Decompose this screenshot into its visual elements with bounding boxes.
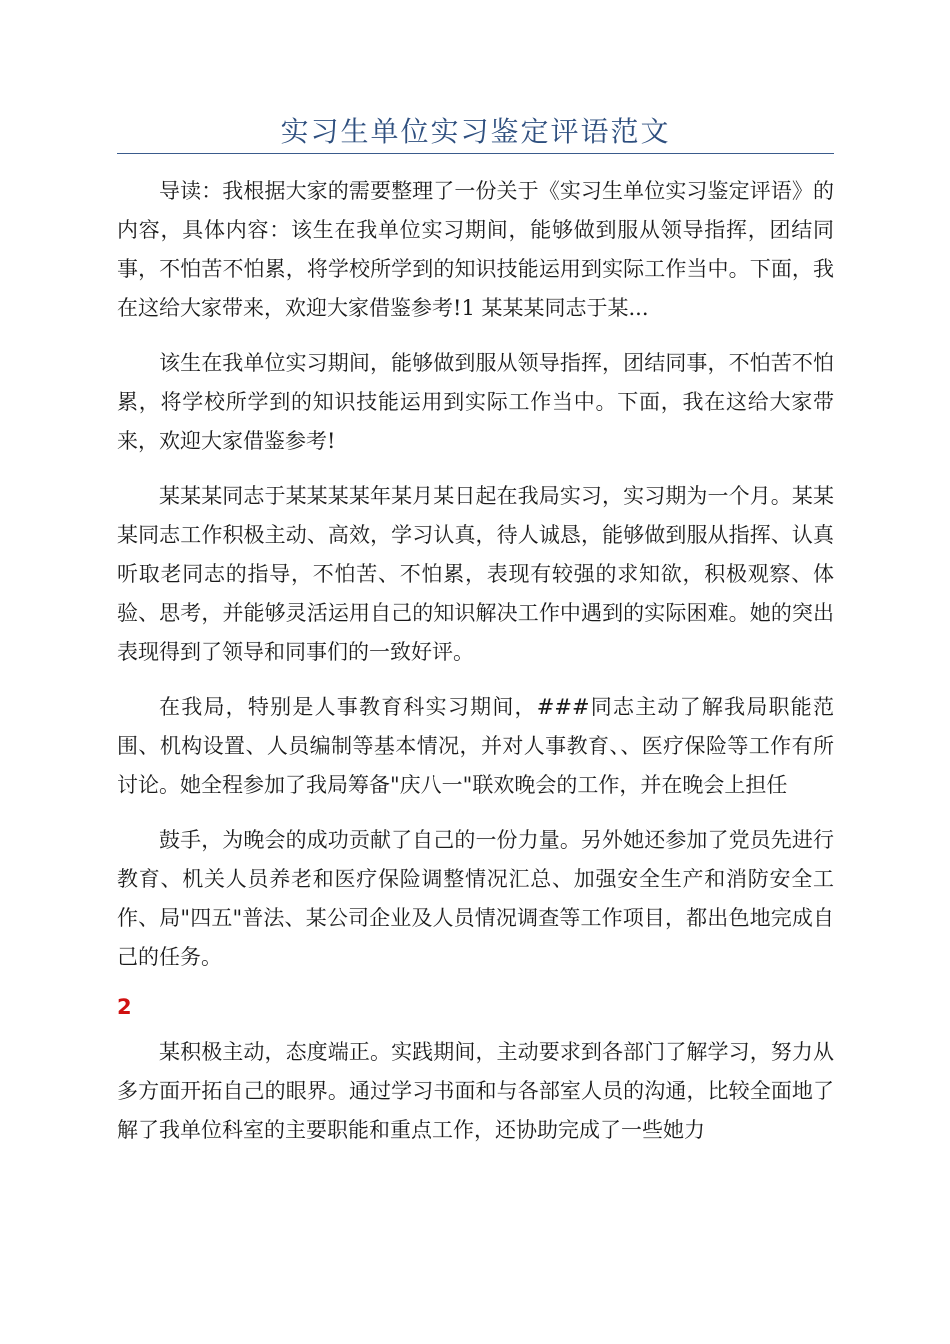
paragraph-contributions: 鼓手，为晚会的成功贡献了自己的一份力量。另外她还参加了党员先进行教育、机关人员养老和医疗保险调整情况汇总、加强安全生产和消防安全工作、局"四五"普法、某公司企业及人员情况调查等工作项目，都出色地完成自己的任务。 <box>117 828 834 969</box>
paragraph-section-2: 某积极主动，态度端正。实践期间，主动要求到各部门了解学习，努力从多方面开拓自己的眼界。通过学习书面和与各部室人员的沟通，比较全面地了解了我单位科室的主要职能和重点工作，还协助完成了一些她力 <box>117 1040 834 1142</box>
document-title: 实习生单位实习鉴定评语范文 <box>280 115 671 148</box>
title-underline <box>117 153 834 154</box>
paragraph-summary: 该生在我单位实习期间，能够做到服从领导指挥，团结同事，不怕苦不怕累，将学校所学到的知识技能运用到实际工作当中。下面，我在这给大家带来，欢迎大家借鉴参考! <box>117 351 834 453</box>
paragraph-internship-details: 在我局，特别是人事教育科实习期间，###同志主动了解我局职能范围、机构设置、人员编制等基本情况，并对人事教育、、医疗保险等工作有所讨论。她全程参加了我局筹备"庆八一"联欢晚会的工作，并在晚会上担任 <box>117 695 834 797</box>
paragraph-evaluation: 某某某同志于某某某某年某月某日起在我局实习，实习期为一个月。某某某同志工作积极主动、高效，学习认真，待人诚恳，能够做到服从指挥、认真听取老同志的指导，不怕苦、不怕累，表现有较强的求知欲，积极观察、体验、思考，并能够灵活运用自己的知识解决工作中遇到的实际困难。她的突出表现得到了领导和同事们的一致好评。 <box>117 484 834 664</box>
document-body <box>117 172 834 1166</box>
paragraph-intro: 导读：我根据大家的需要整理了一份关于《实习生单位实习鉴定评语》的内容，具体内容：该生在我单位实习期间，能够做到服从领导指挥，团结同事，不怕苦不怕累，将学校所学到的知识技能运用到实际工作当中。下面，我在这给大家带来，欢迎大家借鉴参考!1 某某某同志于某... <box>117 179 834 320</box>
section-number: 2 <box>117 995 132 1019</box>
